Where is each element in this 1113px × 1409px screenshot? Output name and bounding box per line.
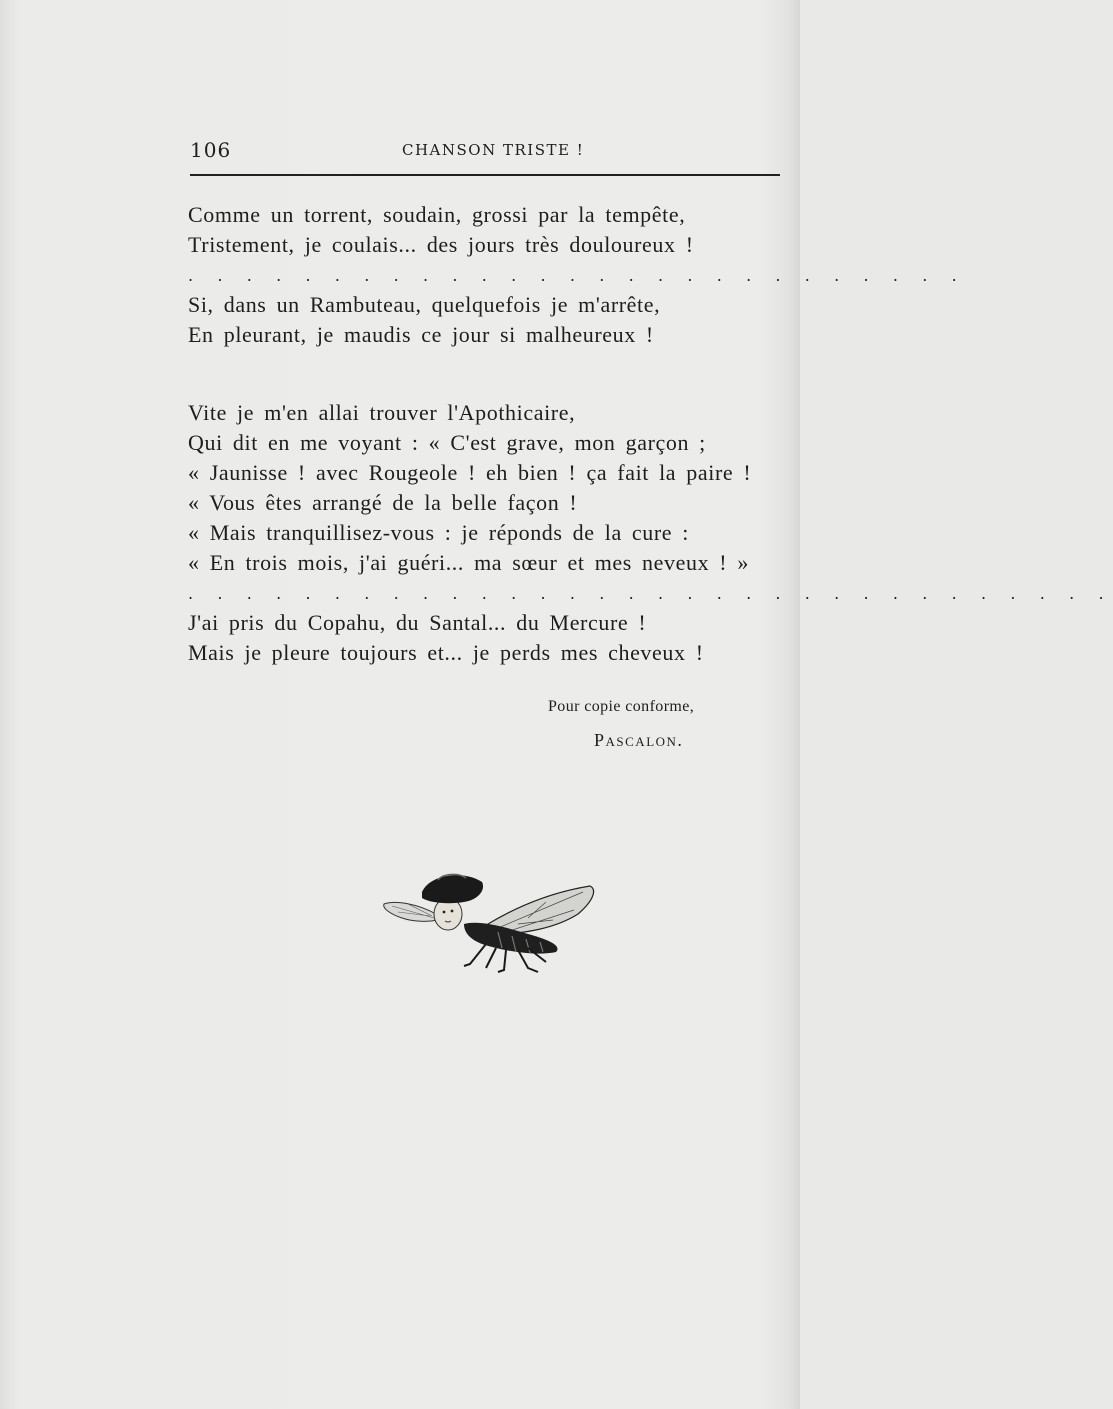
running-head xyxy=(190,138,780,168)
stanza xyxy=(188,608,800,668)
signature-block xyxy=(548,698,798,751)
signature-note: Pour copie conforme, xyxy=(548,698,695,715)
verse-line: Tristement, je coulais... des jours très douloureux ! xyxy=(188,232,694,257)
stanza xyxy=(188,200,800,260)
verse-line: « En trois mois, j'ai guéri... ma sœur et mes neveux ! » xyxy=(188,550,749,575)
ellipsis-dots: . . . . . . . . . . . . . . . . . . . . . . . . . . . . . . . . xyxy=(188,584,1113,603)
verse-line: « Jaunisse ! avec Rougeole ! eh bien ! ça fait la paire ! xyxy=(188,460,752,485)
verse-line: Vite je m'en allai trouver l'Apothicaire, xyxy=(188,400,576,425)
verse-line: « Vous êtes arrangé de la belle façon ! xyxy=(188,490,578,515)
stanza xyxy=(188,290,800,350)
verse-line: J'ai pris du Copahu, du Santal... du Mercure ! xyxy=(188,610,647,635)
running-title: CHANSON TRISTE ! xyxy=(402,141,585,159)
verse-line: Si, dans un Rambuteau, quelquefois je m'arrête, xyxy=(188,292,661,317)
verse-line: Qui dit en me voyant : « C'est grave, mon garçon ; xyxy=(188,430,706,455)
verse-line: Mais je pleure toujours et... je perds mes cheveux ! xyxy=(188,640,704,665)
winged-insect-woman-head-icon xyxy=(378,862,603,982)
ellipsis-dots: . . . . . . . . . . . . . . . . . . . . . . . . . . . xyxy=(188,266,967,285)
stanza xyxy=(188,398,800,578)
header-rule xyxy=(190,174,780,176)
verse-line: Comme un torrent, soudain, grossi par la tempête, xyxy=(188,202,686,227)
poem xyxy=(188,200,1113,668)
signature-name: Pascalon. xyxy=(594,730,684,750)
verse-line: En pleurant, je maudis ce jour si malheureux ! xyxy=(188,322,654,347)
verse-line: « Mais tranquillisez-vous : je réponds de la cure : xyxy=(188,520,689,545)
page-number: 106 xyxy=(190,138,232,162)
